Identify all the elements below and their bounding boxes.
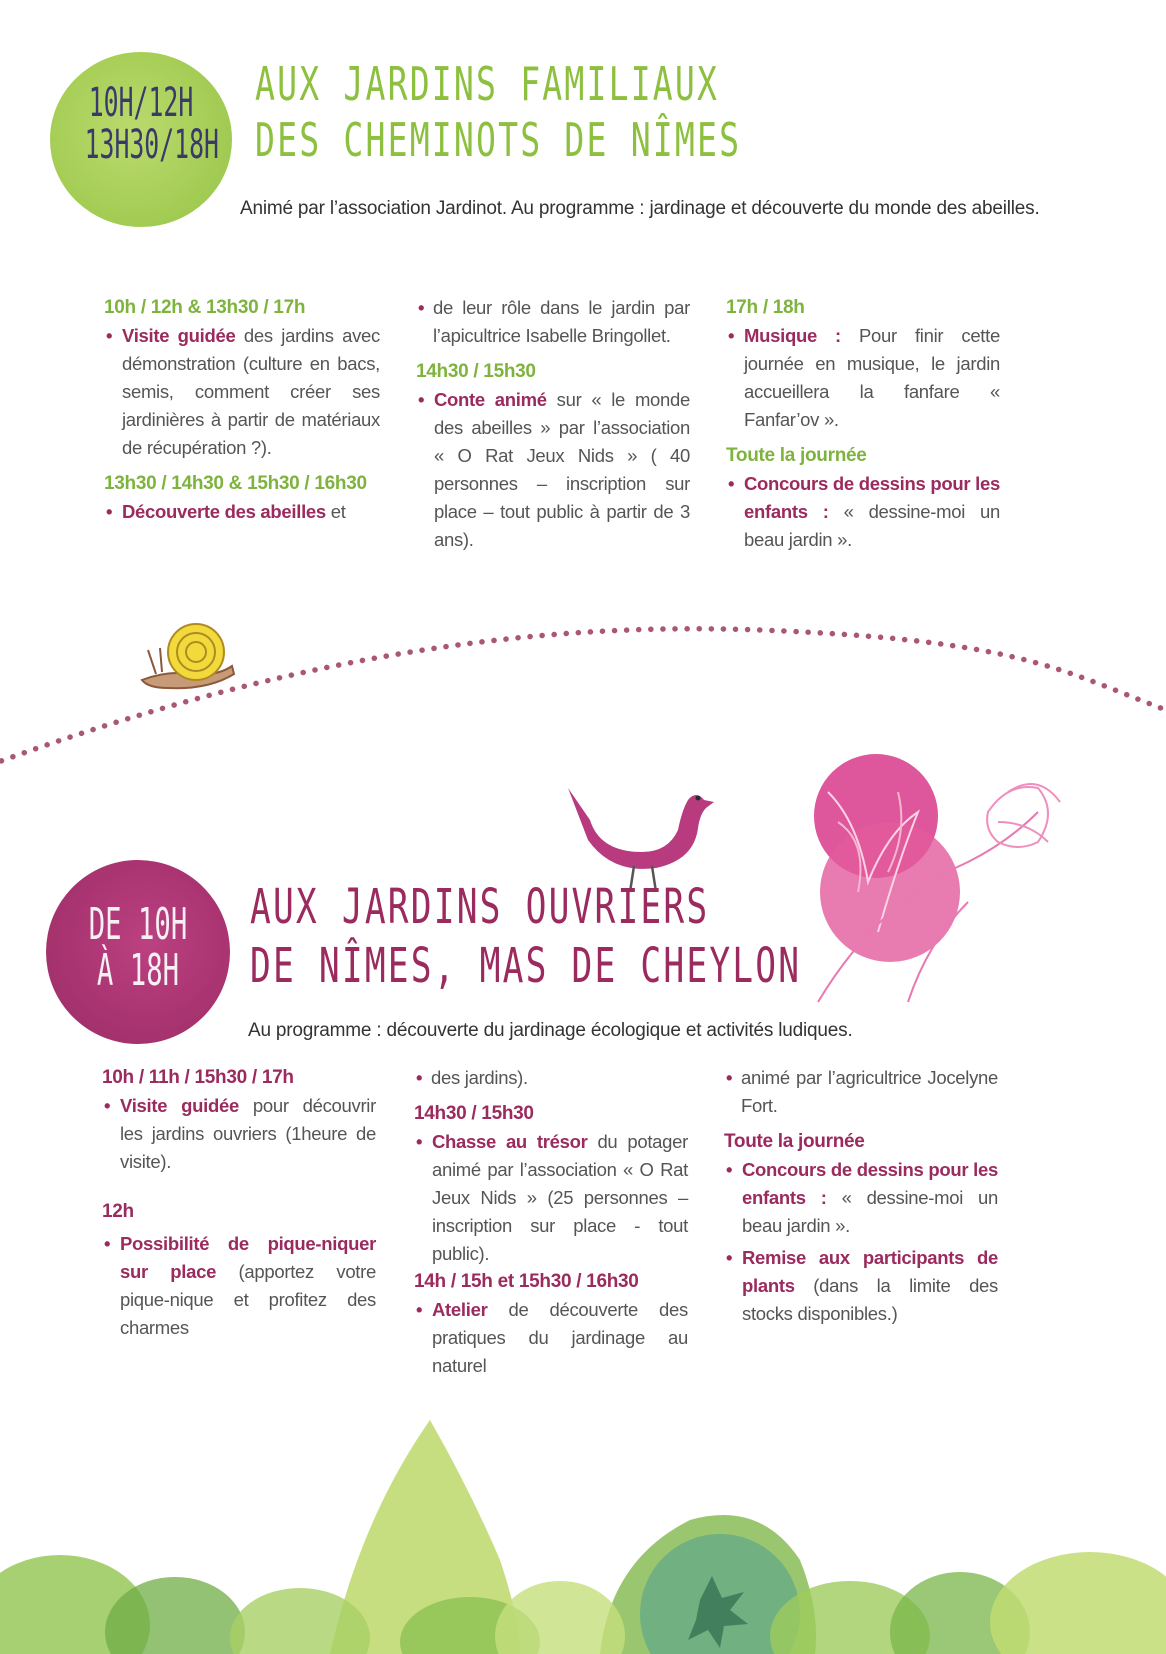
section2-intro: Au programme : découverte du jardinage écologique et activités ludiques. [248, 1020, 853, 1041]
section2-title [250, 878, 801, 995]
title-line-1: AUX JARDINS FAMILIAUX [255, 57, 720, 111]
item-title: Atelier [432, 1299, 488, 1320]
program-item [104, 498, 380, 526]
item-text: (dans la limite des stocks disponibles.) [742, 1275, 998, 1324]
foliage-border-decoration [0, 1400, 1166, 1654]
pink-flowers-decoration [798, 752, 1068, 1004]
item-title: Remise aux participants de plants [742, 1247, 998, 1296]
item-title: Visite guidée [122, 325, 236, 346]
item-title: Découverte des abeilles [122, 501, 326, 522]
item-title: Musique : [744, 325, 841, 346]
item-text: (apportez votre pique-nique et profitez des charmes [120, 1261, 376, 1338]
badge-line-1: DE 10H [88, 899, 188, 950]
program-item [726, 322, 1000, 434]
item-text: de découverte des pratiques du jardinage au naturel [432, 1299, 688, 1376]
section1-column-3 [726, 294, 1000, 554]
time-slot: 14h30 / 15h30 [416, 361, 536, 382]
program-item [724, 1244, 998, 1328]
item-title: Conte animé [434, 389, 547, 410]
program-item-continued [724, 1064, 998, 1120]
item-title: Concours de dessins pour les enfants : [742, 1159, 998, 1208]
item-text: de leur rôle dans le jardin par l’apicultrice Isabelle Bringollet. [433, 297, 690, 346]
time-slot: 13h30 / 14h30 & 15h30 / 16h30 [104, 473, 367, 494]
item-title: Possibilité de pique-niquer sur place [120, 1233, 376, 1282]
time-slot: 10h / 12h & 13h30 / 17h [104, 297, 306, 318]
program-item [102, 1230, 376, 1342]
section1-column-1 [104, 294, 380, 526]
snail-icon [138, 618, 238, 698]
program-item [726, 470, 1000, 554]
item-title: Concours de dessins pour les enfants : [744, 473, 1000, 522]
item-title: Visite guidée [120, 1095, 239, 1116]
badge-line-2: À 18H [96, 945, 180, 997]
badge-line-1: 10H/12H [88, 80, 194, 126]
item-title: Chasse au trésor [432, 1131, 588, 1152]
item-text: Pour finir cette journée en musique, le jardin accueillera la fanfare « Fanfar’ov ». [744, 325, 1000, 430]
item-text: sur « le monde des abeilles » par l’association « O Rat Jeux Nids » ( 40 personnes – inscription sur place – tout public à partir de 3 ans). [434, 389, 691, 550]
time-slot: 14h / 15h et 15h30 / 16h30 [414, 1271, 639, 1292]
program-item [724, 1156, 998, 1240]
program-item-continued [414, 1064, 688, 1092]
time-slot: Toute la journée [726, 445, 867, 466]
title-line-2: DES CHEMINOTS DE NÎMES [255, 113, 742, 168]
time-slot: 12h [102, 1201, 134, 1222]
program-item [104, 322, 380, 462]
item-text: et [325, 501, 346, 522]
section2-column-1 [102, 1064, 376, 1342]
item-text: des jardins). [431, 1067, 528, 1088]
time-slot: 17h / 18h [726, 297, 805, 318]
title-line-1: AUX JARDINS OUVRIERS [250, 879, 710, 935]
section2-column-3 [724, 1064, 998, 1328]
program-item [102, 1092, 376, 1176]
item-text: animé par l’agricultrice Jocelyne Fort. [741, 1067, 998, 1116]
badge-line-2: 13H30/18H [84, 122, 219, 168]
item-text: du potager animé par l’association « O Rat Jeux Nids » (25 personnes – inscription sur place - tout public). [432, 1131, 688, 1264]
title-line-2: DE NÎMES, MAS DE CHEYLON [250, 937, 802, 994]
section1-column-2 [416, 294, 690, 554]
schedule-badge-text [84, 80, 219, 168]
program-item [414, 1296, 688, 1380]
time-slot: 10h / 11h / 15h30 / 17h [102, 1067, 294, 1088]
item-text: pour découvrir les jardins ouvriers (1heure de visite). [120, 1095, 376, 1172]
program-item [414, 1128, 688, 1268]
spacer [102, 1176, 376, 1190]
time-slot: 14h30 / 15h30 [414, 1103, 534, 1124]
section1-intro: Animé par l’association Jardinot. Au programme : jardinage et découverte du monde des abeilles. [240, 198, 1040, 219]
schedule-badge-text [81, 899, 195, 997]
section1-title [255, 56, 741, 168]
program-item-continued [416, 294, 690, 350]
section2-column-2 [414, 1064, 688, 1380]
program-item [416, 386, 690, 554]
item-text: des jardins avec démonstration (culture en bacs, semis, comment créer ses jardinières à partir de matériaux de récupération ?). [122, 325, 380, 458]
item-text: « dessine-moi un beau jardin ». [744, 501, 1000, 550]
time-slot: Toute la journée [724, 1131, 865, 1152]
item-text: « dessine-moi un beau jardin ». [742, 1187, 998, 1236]
